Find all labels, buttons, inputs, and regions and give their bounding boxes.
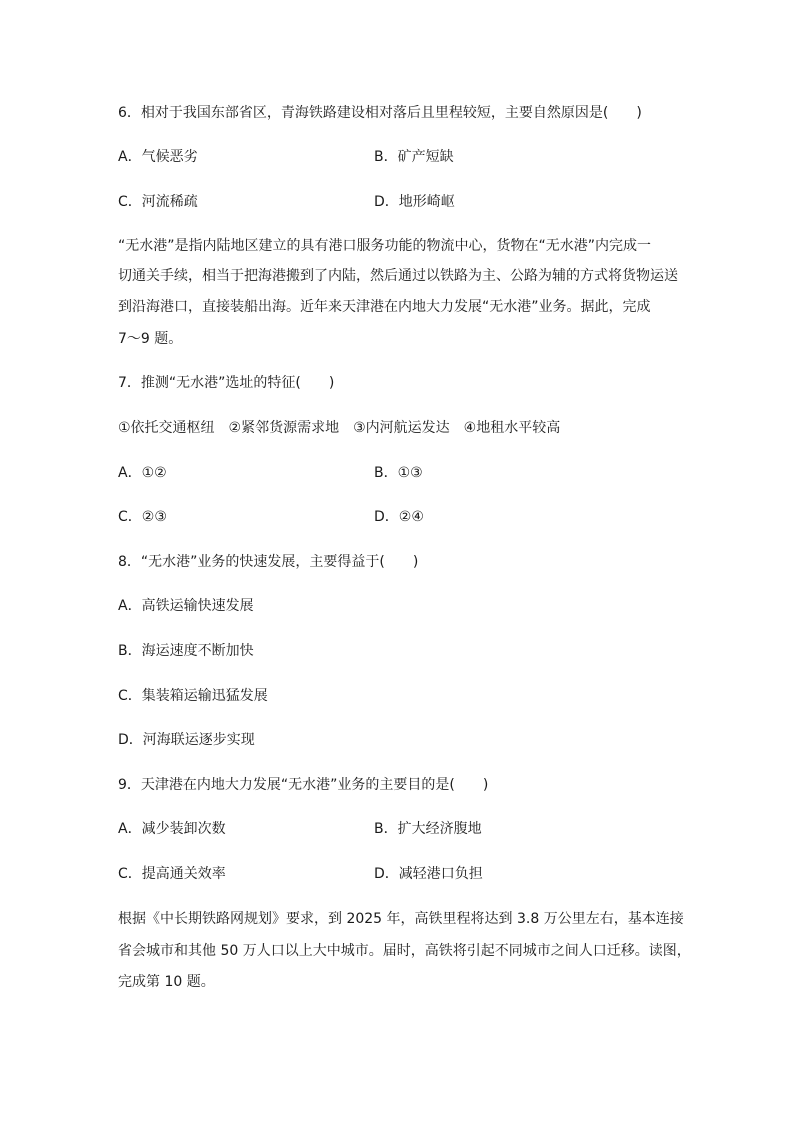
question-6-stem: 6．相对于我国东部省区，青海铁路建设相对落后且里程较短，主要自然原因是( ) — [118, 105, 642, 121]
q7-option-a: A．①② — [118, 465, 167, 481]
question-8-stem: 8．“无水港”业务的快速发展，主要得益于( ) — [118, 554, 419, 570]
q7-option-d: D．②④ — [374, 509, 424, 525]
q7-option-c: C．②③ — [118, 509, 167, 525]
q8-option-a: A．高铁运输快速发展 — [118, 598, 254, 614]
passage-2-line-3: 完成第 10 题。 — [118, 974, 215, 990]
q8-option-c: C．集装箱运输迅猛发展 — [118, 688, 268, 704]
q9-option-b: B．扩大经济腹地 — [374, 821, 482, 837]
q6-option-d: D．地形崎岖 — [374, 194, 455, 210]
q8-option-b: B．海运速度不断加快 — [118, 643, 254, 659]
question-7-items: ①依托交通枢纽 ②紧邻货源需求地 ③内河航运发达 ④地租水平较高 — [118, 420, 561, 436]
passage-2-line-1: 根据《中长期铁路网规划》要求，到 2025 年，高铁里程将达到 3.8 万公里左右，基本连接 — [118, 911, 684, 927]
q6-option-a: A．气候恶劣 — [118, 149, 198, 165]
q6-option-c: C．河流稀疏 — [118, 194, 198, 210]
q7-option-b: B．①③ — [374, 465, 423, 481]
passage-1-line-1: “无水港”是指内陆地区建立的具有港口服务功能的物流中心，货物在“无水港”内完成一 — [118, 238, 652, 254]
q6-option-b: B．矿产短缺 — [374, 149, 454, 165]
passage-1-line-3: 到沿海港口，直接装船出海。近年来天津港在内地大力发展“无水港”业务。据此，完成 — [118, 299, 651, 315]
passage-1-line-4: 7～9 题。 — [118, 331, 183, 347]
q8-option-d: D．河海联运逐步实现 — [118, 732, 255, 748]
q9-option-d: D．减轻港口负担 — [374, 866, 483, 882]
question-7-stem: 7．推测“无水港”选址的特征( ) — [118, 375, 335, 391]
q9-option-c: C．提高通关效率 — [118, 866, 226, 882]
question-9-stem: 9．天津港在内地大力发展“无水港”业务的主要目的是( ) — [118, 777, 489, 793]
passage-1-line-2: 切通关手续，相当于把海港搬到了内陆，然后通过以铁路为主、公路为辅的方式将货物运送 — [118, 268, 678, 284]
passage-2-line-2: 省会城市和其他 50 万人口以上大中城市。届时，高铁将引起不同城市之间人口迁移。读图， — [118, 943, 691, 959]
q9-option-a: A．减少装卸次数 — [118, 821, 226, 837]
